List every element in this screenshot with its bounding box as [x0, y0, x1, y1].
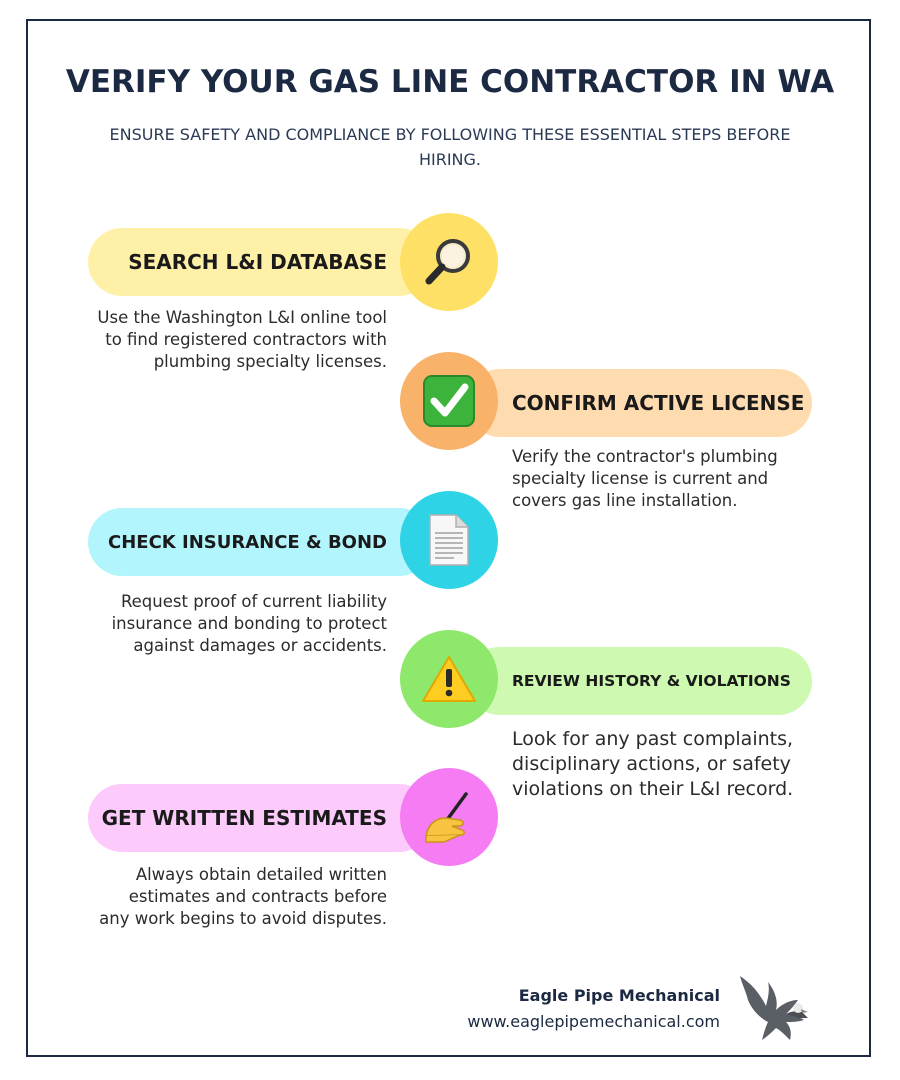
step-1-title: SEARCH L&I DATABASE: [128, 250, 387, 274]
page-subtitle: ENSURE SAFETY AND COMPLIANCE BY FOLLOWING THESE ESSENTIAL STEPS BEFORE HIRING.: [109, 125, 791, 169]
step-4-icon-circle: [400, 630, 498, 728]
step-2-title: CONFIRM ACTIVE LICENSE: [512, 391, 805, 415]
step-2-icon-circle: [400, 352, 498, 450]
company-name: Eagle Pipe Mechanical: [518, 986, 720, 1005]
step-5-icon-circle: [400, 768, 498, 866]
step-2-description: Verify the contractor's plumbing specialty license is current and covers gas line installation.: [512, 447, 778, 510]
step-3-title: CHECK INSURANCE & BOND: [108, 531, 387, 553]
page-title: VERIFY YOUR GAS LINE CONTRACTOR IN WA: [65, 64, 835, 100]
company-website-link[interactable]: www.eaglepipemechanical.com: [467, 1012, 720, 1031]
check-mark-icon: [422, 374, 476, 428]
step-4-title: REVIEW HISTORY & VIOLATIONS: [512, 672, 791, 690]
step-3-banner: [88, 508, 433, 576]
step-4-description: Look for any past complaints, disciplinary actions, or safety violations on their L&I record.: [512, 728, 794, 800]
step-1-description: Use the Washington L&I online tool to find registered contractors with plumbing specialty licenses.: [97, 308, 387, 371]
step-3-icon-circle: [400, 491, 498, 589]
step-4-banner: [466, 647, 812, 715]
step-5-banner: [88, 784, 433, 852]
step-5-title: GET WRITTEN ESTIMATES: [101, 806, 387, 830]
step-3-description: Request proof of current liability insurance and bonding to protect against damages or accidents.: [111, 592, 387, 655]
eagle-icon: [738, 974, 810, 1044]
document-icon: [424, 513, 474, 567]
warning-icon: [421, 654, 477, 704]
writing-hand-icon: [422, 790, 476, 844]
magnifying-glass-icon: [422, 235, 476, 289]
step-1-icon-circle: [400, 213, 498, 311]
step-5-description: Always obtain detailed written estimates and contracts before any work begins to avoid disputes.: [99, 865, 387, 928]
step-1-banner: [88, 228, 433, 296]
step-2-banner: [466, 369, 812, 437]
